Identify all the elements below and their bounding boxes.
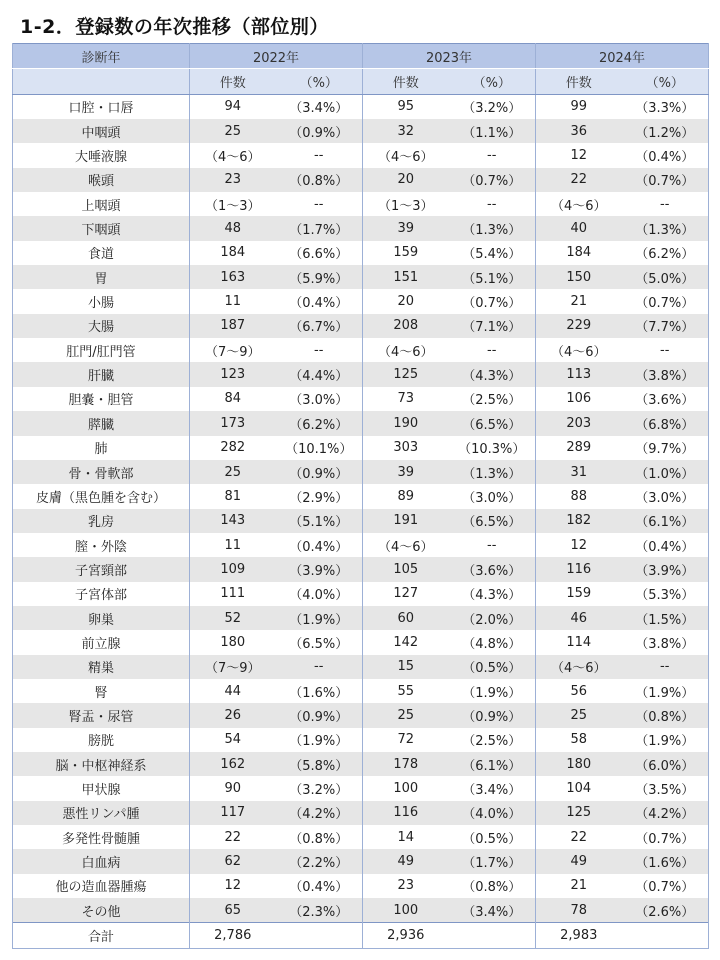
- count-header: 件数: [536, 69, 622, 94]
- percent-cell: （1.3%）: [449, 460, 536, 484]
- table-row: [13, 509, 709, 533]
- count-cell: 208: [363, 314, 449, 338]
- registration-table: [12, 43, 709, 949]
- count-cell: 39: [363, 460, 449, 484]
- percent-cell: （0.5%）: [449, 655, 536, 679]
- table-row: [13, 387, 709, 411]
- site-label: 前立腺: [13, 630, 190, 654]
- count-cell: 229: [536, 314, 622, 338]
- percent-cell: （4.0%）: [449, 801, 536, 825]
- count-cell: 113: [536, 362, 622, 386]
- percent-cell: （0.4%）: [622, 533, 709, 557]
- percent-cell: （4.3%）: [449, 362, 536, 386]
- table-row: [13, 801, 709, 825]
- count-cell: 32: [363, 119, 449, 143]
- count-cell: 20: [363, 168, 449, 192]
- table-row: [13, 557, 709, 581]
- table-row: [13, 776, 709, 800]
- count-cell: 25: [190, 119, 276, 143]
- count-cell: 111: [190, 582, 276, 606]
- site-label: 喉頭: [13, 168, 190, 192]
- percent-cell: （0.7%）: [622, 874, 709, 898]
- table-row: [13, 460, 709, 484]
- percent-cell: （1.1%）: [449, 119, 536, 143]
- percent-cell: （1.9%）: [276, 728, 363, 752]
- percent-cell: （1.9%）: [449, 679, 536, 703]
- count-cell: 48: [190, 216, 276, 240]
- count-cell: 49: [536, 849, 622, 873]
- table-row: [13, 216, 709, 240]
- table-row: [13, 362, 709, 386]
- count-cell: 180: [190, 630, 276, 654]
- percent-cell: （0.7%）: [622, 289, 709, 313]
- table-row: [13, 679, 709, 703]
- percent-cell: （6.6%）: [276, 241, 363, 265]
- percent-cell: （3.2%）: [449, 94, 536, 119]
- site-label: 皮膚（黒色腫を含む）: [13, 484, 190, 508]
- count-cell: 94: [190, 94, 276, 119]
- percent-cell: （0.8%）: [449, 874, 536, 898]
- table-row: [13, 582, 709, 606]
- table-row: [13, 533, 709, 557]
- count-cell: 123: [190, 362, 276, 386]
- count-cell: 21: [536, 874, 622, 898]
- table-row: [13, 192, 709, 216]
- count-cell: 104: [536, 776, 622, 800]
- percent-cell: （2.6%）: [622, 898, 709, 923]
- table-row: [13, 314, 709, 338]
- count-cell: 25: [536, 703, 622, 727]
- percent-cell: （0.9%）: [276, 703, 363, 727]
- count-cell: 21: [536, 289, 622, 313]
- site-label: 脳・中枢神経系: [13, 752, 190, 776]
- year-header-row: [13, 44, 709, 69]
- count-cell: 46: [536, 606, 622, 630]
- diagnosis-year-header: 診断年: [13, 44, 190, 69]
- percent-cell: （1.7%）: [276, 216, 363, 240]
- percent-cell: （0.4%）: [276, 289, 363, 313]
- count-cell: 100: [363, 776, 449, 800]
- percent-cell: （3.8%）: [622, 362, 709, 386]
- percent-cell: （6.5%）: [449, 509, 536, 533]
- count-cell: 95: [363, 94, 449, 119]
- table-row: [13, 630, 709, 654]
- percent-cell: （0.4%）: [276, 874, 363, 898]
- site-label: 大唾液腺: [13, 143, 190, 167]
- count-cell: 73: [363, 387, 449, 411]
- count-cell: 23: [363, 874, 449, 898]
- count-header: 件数: [190, 69, 276, 94]
- subheader-row: [13, 69, 709, 94]
- percent-cell: （3.6%）: [622, 387, 709, 411]
- count-cell: 52: [190, 606, 276, 630]
- percent-cell: （0.7%）: [449, 289, 536, 313]
- percent-cell: --: [622, 338, 709, 362]
- count-cell: 282: [190, 436, 276, 460]
- table-row: [13, 289, 709, 313]
- percent-cell: （3.0%）: [449, 484, 536, 508]
- count-cell: 58: [536, 728, 622, 752]
- count-cell: 125: [536, 801, 622, 825]
- count-cell: （1～3）: [363, 192, 449, 216]
- count-cell: （4～6）: [363, 533, 449, 557]
- percent-cell: （0.4%）: [276, 533, 363, 557]
- site-label: 小腸: [13, 289, 190, 313]
- count-cell: （4～6）: [190, 143, 276, 167]
- count-cell: 99: [536, 94, 622, 119]
- percent-cell: （0.9%）: [276, 460, 363, 484]
- percent-cell: --: [276, 143, 363, 167]
- percent-cell: （1.7%）: [449, 849, 536, 873]
- percent-cell: （0.9%）: [276, 119, 363, 143]
- percent-cell: （0.7%）: [449, 168, 536, 192]
- percent-cell: （6.8%）: [622, 411, 709, 435]
- count-cell: 180: [536, 752, 622, 776]
- table-row: [13, 728, 709, 752]
- percent-cell: （3.4%）: [449, 898, 536, 923]
- count-cell: 25: [190, 460, 276, 484]
- site-label: 他の造血器腫瘍: [13, 874, 190, 898]
- page-title: 1-2．登録数の年次推移（部位別）: [20, 16, 329, 38]
- percent-cell: （5.1%）: [276, 509, 363, 533]
- percent-cell: （0.7%）: [622, 168, 709, 192]
- count-cell: 81: [190, 484, 276, 508]
- site-label: 甲状腺: [13, 776, 190, 800]
- site-label: 口腔・口唇: [13, 94, 190, 119]
- percent-cell: --: [276, 192, 363, 216]
- table-row: [13, 484, 709, 508]
- count-cell: （7～9）: [190, 338, 276, 362]
- percent-cell: （1.2%）: [622, 119, 709, 143]
- site-label: 膀胱: [13, 728, 190, 752]
- count-cell: 105: [363, 557, 449, 581]
- site-label: 胆嚢・胆管: [13, 387, 190, 411]
- count-cell: 55: [363, 679, 449, 703]
- count-cell: （4～6）: [536, 655, 622, 679]
- site-label: 大腸: [13, 314, 190, 338]
- subheader-blank: [13, 69, 190, 94]
- site-label: 悪性リンパ腫: [13, 801, 190, 825]
- site-label: 胃: [13, 265, 190, 289]
- count-cell: 116: [536, 557, 622, 581]
- count-cell: 11: [190, 533, 276, 557]
- total-blank: [449, 923, 536, 948]
- percent-cell: （2.3%）: [276, 898, 363, 923]
- count-cell: 303: [363, 436, 449, 460]
- table-row: [13, 411, 709, 435]
- count-cell: 12: [536, 143, 622, 167]
- site-label: 下咽頭: [13, 216, 190, 240]
- total-label: 合計: [13, 923, 190, 948]
- percent-cell: （3.4%）: [449, 776, 536, 800]
- count-cell: 190: [363, 411, 449, 435]
- total-blank: [276, 923, 363, 948]
- percent-cell: （1.0%）: [622, 460, 709, 484]
- count-cell: 49: [363, 849, 449, 873]
- count-cell: 39: [363, 216, 449, 240]
- percent-cell: --: [622, 655, 709, 679]
- table-row: [13, 655, 709, 679]
- percent-cell: --: [449, 192, 536, 216]
- percent-cell: （1.9%）: [622, 679, 709, 703]
- percent-cell: （0.8%）: [276, 825, 363, 849]
- count-cell: （4～6）: [536, 192, 622, 216]
- site-label: 多発性骨髄腫: [13, 825, 190, 849]
- percent-cell: --: [449, 533, 536, 557]
- percent-cell: --: [622, 192, 709, 216]
- percent-cell: （2.5%）: [449, 387, 536, 411]
- count-cell: 14: [363, 825, 449, 849]
- count-cell: 159: [536, 582, 622, 606]
- count-cell: 54: [190, 728, 276, 752]
- count-cell: 22: [536, 825, 622, 849]
- site-label: 子宮体部: [13, 582, 190, 606]
- percent-cell: （4.2%）: [622, 801, 709, 825]
- total-blank: [622, 923, 709, 948]
- percent-cell: （0.8%）: [622, 703, 709, 727]
- count-cell: （7～9）: [190, 655, 276, 679]
- count-cell: 15: [363, 655, 449, 679]
- percent-cell: （7.7%）: [622, 314, 709, 338]
- percent-cell: （9.7%）: [622, 436, 709, 460]
- year-header-2023: 2023年: [363, 44, 536, 69]
- total-value-2023: 2,936: [363, 923, 449, 948]
- table-row: [13, 143, 709, 167]
- count-cell: 100: [363, 898, 449, 923]
- table-row: [13, 703, 709, 727]
- percent-cell: （0.4%）: [622, 143, 709, 167]
- site-label: 卵巣: [13, 606, 190, 630]
- count-cell: 65: [190, 898, 276, 923]
- percent-cell: （3.9%）: [276, 557, 363, 581]
- percent-cell: （0.5%）: [449, 825, 536, 849]
- table-row: [13, 606, 709, 630]
- count-cell: 40: [536, 216, 622, 240]
- table-row: [13, 874, 709, 898]
- site-label: 腎盂・尿管: [13, 703, 190, 727]
- total-row: [13, 923, 709, 948]
- percent-cell: （0.9%）: [449, 703, 536, 727]
- count-cell: 184: [536, 241, 622, 265]
- percent-cell: （5.4%）: [449, 241, 536, 265]
- count-cell: 36: [536, 119, 622, 143]
- site-label: 肛門/肛門管: [13, 338, 190, 362]
- table-row: [13, 265, 709, 289]
- count-cell: 109: [190, 557, 276, 581]
- count-cell: 25: [363, 703, 449, 727]
- percent-cell: （0.7%）: [622, 825, 709, 849]
- percent-cell: （2.2%）: [276, 849, 363, 873]
- site-label: 子宮頸部: [13, 557, 190, 581]
- percent-cell: （4.0%）: [276, 582, 363, 606]
- site-label: 乳房: [13, 509, 190, 533]
- count-cell: 178: [363, 752, 449, 776]
- table-row: [13, 898, 709, 923]
- site-label: 食道: [13, 241, 190, 265]
- site-label: 膵臓: [13, 411, 190, 435]
- percent-cell: （1.5%）: [622, 606, 709, 630]
- count-cell: 56: [536, 679, 622, 703]
- table-row: [13, 436, 709, 460]
- percent-cell: （6.7%）: [276, 314, 363, 338]
- table-row: [13, 752, 709, 776]
- table-row: [13, 849, 709, 873]
- percent-cell: （3.0%）: [622, 484, 709, 508]
- percent-cell: （2.0%）: [449, 606, 536, 630]
- percent-cell: （4.2%）: [276, 801, 363, 825]
- percent-cell: （4.8%）: [449, 630, 536, 654]
- percent-cell: （6.5%）: [276, 630, 363, 654]
- percent-cell: （2.9%）: [276, 484, 363, 508]
- percent-cell: （6.2%）: [276, 411, 363, 435]
- percent-cell: （3.4%）: [276, 94, 363, 119]
- table-row: [13, 119, 709, 143]
- percent-cell: （3.5%）: [622, 776, 709, 800]
- count-cell: 162: [190, 752, 276, 776]
- percent-cell: （5.3%）: [622, 582, 709, 606]
- percent-cell: （3.6%）: [449, 557, 536, 581]
- percent-cell: （10.3%）: [449, 436, 536, 460]
- percent-cell: --: [449, 338, 536, 362]
- count-cell: 72: [363, 728, 449, 752]
- count-cell: （4～6）: [536, 338, 622, 362]
- site-label: 骨・骨軟部: [13, 460, 190, 484]
- count-cell: 182: [536, 509, 622, 533]
- count-cell: 191: [363, 509, 449, 533]
- table-body: [13, 94, 709, 923]
- count-cell: 187: [190, 314, 276, 338]
- count-cell: 117: [190, 801, 276, 825]
- percent-cell: （3.0%）: [276, 387, 363, 411]
- percent-cell: （7.1%）: [449, 314, 536, 338]
- percent-cell: （5.9%）: [276, 265, 363, 289]
- site-label: 膣・外陰: [13, 533, 190, 557]
- count-header: 件数: [363, 69, 449, 94]
- count-cell: 184: [190, 241, 276, 265]
- percent-cell: （5.0%）: [622, 265, 709, 289]
- percent-cell: （3.2%）: [276, 776, 363, 800]
- percent-cell: （1.3%）: [622, 216, 709, 240]
- site-label: 精巣: [13, 655, 190, 679]
- count-cell: 11: [190, 289, 276, 313]
- count-cell: 78: [536, 898, 622, 923]
- count-cell: 90: [190, 776, 276, 800]
- table-row: [13, 168, 709, 192]
- count-cell: 12: [190, 874, 276, 898]
- percent-cell: （3.8%）: [622, 630, 709, 654]
- count-cell: 22: [190, 825, 276, 849]
- percent-cell: （3.9%）: [622, 557, 709, 581]
- count-cell: 114: [536, 630, 622, 654]
- percent-cell: （1.6%）: [276, 679, 363, 703]
- site-label: 中咽頭: [13, 119, 190, 143]
- count-cell: 44: [190, 679, 276, 703]
- count-cell: （1～3）: [190, 192, 276, 216]
- count-cell: 127: [363, 582, 449, 606]
- count-cell: （4～6）: [363, 338, 449, 362]
- count-cell: 89: [363, 484, 449, 508]
- percent-cell: --: [276, 655, 363, 679]
- percent-cell: （5.8%）: [276, 752, 363, 776]
- percent-cell: （10.1%）: [276, 436, 363, 460]
- percent-header: （%）: [276, 69, 363, 94]
- year-header-2022: 2022年: [190, 44, 363, 69]
- percent-cell: （4.3%）: [449, 582, 536, 606]
- total-value-2024: 2,983: [536, 923, 622, 948]
- table-row: [13, 241, 709, 265]
- site-label: 白血病: [13, 849, 190, 873]
- percent-cell: （2.5%）: [449, 728, 536, 752]
- count-cell: （4～6）: [363, 143, 449, 167]
- count-cell: 62: [190, 849, 276, 873]
- count-cell: 22: [536, 168, 622, 192]
- percent-cell: （4.4%）: [276, 362, 363, 386]
- table-row: [13, 338, 709, 362]
- count-cell: 60: [363, 606, 449, 630]
- percent-cell: （1.9%）: [276, 606, 363, 630]
- count-cell: 88: [536, 484, 622, 508]
- count-cell: 203: [536, 411, 622, 435]
- count-cell: 143: [190, 509, 276, 533]
- percent-header: （%）: [622, 69, 709, 94]
- percent-cell: （1.3%）: [449, 216, 536, 240]
- count-cell: 151: [363, 265, 449, 289]
- percent-cell: （6.0%）: [622, 752, 709, 776]
- year-header-2024: 2024年: [536, 44, 709, 69]
- count-cell: 163: [190, 265, 276, 289]
- percent-cell: （6.1%）: [449, 752, 536, 776]
- site-label: 腎: [13, 679, 190, 703]
- site-label: 上咽頭: [13, 192, 190, 216]
- site-label: 肺: [13, 436, 190, 460]
- count-cell: 26: [190, 703, 276, 727]
- count-cell: 173: [190, 411, 276, 435]
- total-value-2022: 2,786: [190, 923, 276, 948]
- table-row: [13, 94, 709, 119]
- count-cell: 12: [536, 533, 622, 557]
- percent-cell: （0.8%）: [276, 168, 363, 192]
- percent-header: （%）: [449, 69, 536, 94]
- site-label: その他: [13, 898, 190, 923]
- percent-cell: （6.2%）: [622, 241, 709, 265]
- site-label: 肝臓: [13, 362, 190, 386]
- percent-cell: （1.6%）: [622, 849, 709, 873]
- count-cell: 20: [363, 289, 449, 313]
- count-cell: 31: [536, 460, 622, 484]
- table-row: [13, 825, 709, 849]
- percent-cell: --: [449, 143, 536, 167]
- percent-cell: （3.3%）: [622, 94, 709, 119]
- count-cell: 150: [536, 265, 622, 289]
- count-cell: 23: [190, 168, 276, 192]
- percent-cell: （6.5%）: [449, 411, 536, 435]
- count-cell: 159: [363, 241, 449, 265]
- percent-cell: （6.1%）: [622, 509, 709, 533]
- count-cell: 116: [363, 801, 449, 825]
- count-cell: 84: [190, 387, 276, 411]
- count-cell: 106: [536, 387, 622, 411]
- count-cell: 289: [536, 436, 622, 460]
- percent-cell: （5.1%）: [449, 265, 536, 289]
- percent-cell: （1.9%）: [622, 728, 709, 752]
- count-cell: 142: [363, 630, 449, 654]
- percent-cell: --: [276, 338, 363, 362]
- count-cell: 125: [363, 362, 449, 386]
